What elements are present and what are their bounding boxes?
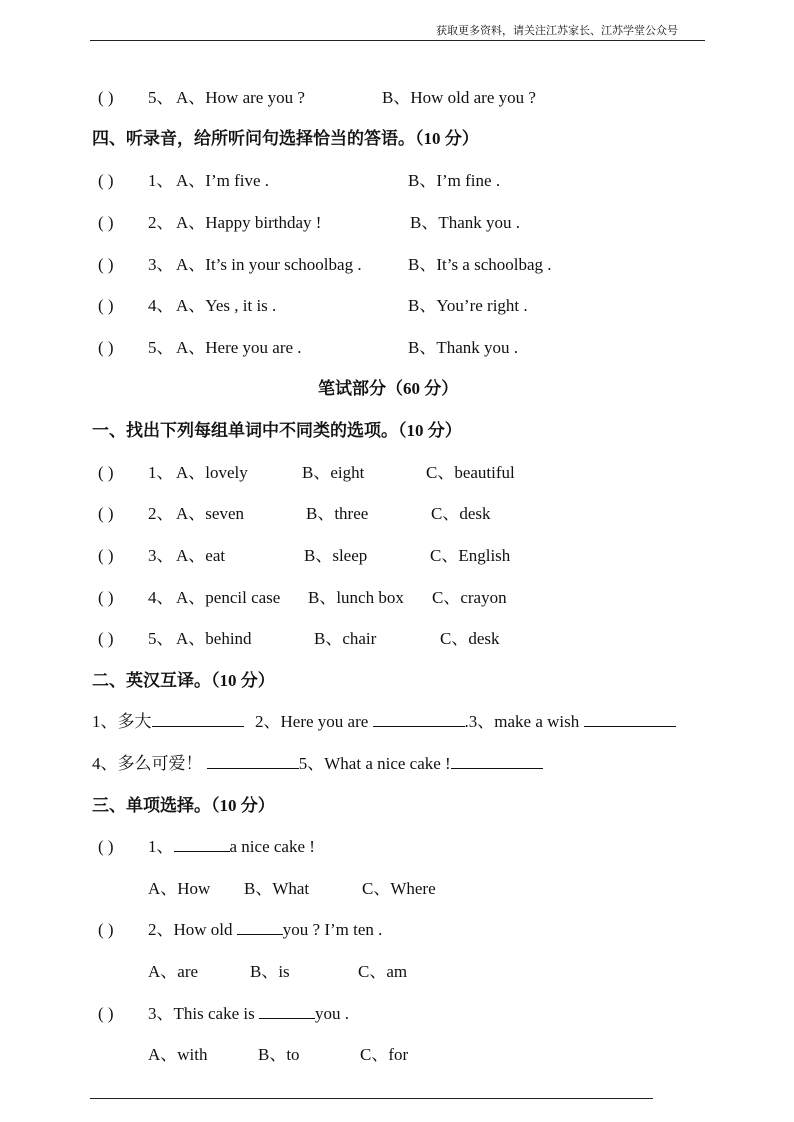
- option-a: A、Yes , it is .: [176, 296, 277, 315]
- option-c: C、am: [358, 962, 408, 981]
- list-item: [0, 626, 794, 652]
- question-text: 3、This cake is you .: [148, 1001, 349, 1027]
- option-c: C、for: [360, 1045, 409, 1064]
- option-b: B、I’m fine .: [408, 171, 501, 190]
- question-text: 2、How old you ? I’m ten .: [148, 917, 382, 943]
- option-c: C、desk: [431, 504, 491, 523]
- option-b: B、Thank you .: [410, 213, 521, 232]
- options-row: [0, 1042, 794, 1068]
- list-item: [0, 210, 794, 236]
- answer-paren: ( ): [98, 504, 114, 523]
- list-item: [0, 460, 794, 486]
- option-c: C、desk: [440, 629, 500, 648]
- option-c: C、beautiful: [426, 463, 515, 482]
- list-item: [0, 293, 794, 319]
- options-row: [0, 876, 794, 902]
- option-b: B、is: [250, 962, 290, 981]
- answer-paren: ( ): [98, 213, 114, 232]
- option-a: A、lovely: [176, 463, 248, 482]
- list-item: [0, 85, 794, 111]
- option-b: B、It’s a schoolbag .: [408, 255, 552, 274]
- option-c: C、crayon: [432, 588, 507, 607]
- option-c: C、Where: [362, 879, 436, 898]
- question: [0, 1001, 794, 1027]
- list-item: [0, 252, 794, 278]
- item-number: 2、: [148, 504, 174, 523]
- option-a: A、It’s in your schoolbag .: [176, 255, 362, 274]
- option-b: B、chair: [314, 629, 377, 648]
- question: [0, 917, 794, 943]
- option-b: B、lunch box: [308, 588, 404, 607]
- option-a: A、with: [148, 1045, 208, 1064]
- translation-row: [0, 751, 794, 777]
- list-item: [0, 501, 794, 527]
- option-a: A、How are you ?: [176, 88, 305, 107]
- option-a: A、pencil case: [176, 588, 281, 607]
- list-item: [0, 543, 794, 569]
- option-a: A、behind: [176, 629, 252, 648]
- item-number: 4、: [148, 588, 174, 607]
- option-b: B、What: [244, 879, 310, 898]
- option-b: B、eight: [302, 463, 365, 482]
- item-number: 3、: [148, 255, 174, 274]
- answer-paren: ( ): [98, 920, 114, 939]
- answer-paren: ( ): [98, 837, 114, 856]
- answer-blank[interactable]: [373, 709, 465, 727]
- item-number: 5、: [148, 88, 174, 107]
- item-number: 2、: [148, 213, 174, 232]
- answer-paren: ( ): [98, 296, 114, 315]
- item-number: 5、: [148, 338, 174, 357]
- option-a: A、How: [148, 879, 211, 898]
- option-a: A、seven: [176, 504, 244, 523]
- section-heading: 四、听录音，给所听问句选择恰当的答语。（10 分）: [92, 129, 479, 148]
- answer-blank[interactable]: [152, 709, 244, 727]
- item-number: 3、: [148, 546, 174, 565]
- item-number: 1、: [148, 171, 174, 190]
- footer-divider: [90, 1098, 653, 1099]
- translation-item: 2、Here you are .3、make a wish: [255, 709, 676, 735]
- answer-blank: [174, 834, 230, 852]
- translation-row: [0, 709, 794, 735]
- answer-paren: ( ): [98, 338, 114, 357]
- item-number: 1、: [148, 463, 174, 482]
- answer-blank: [237, 917, 283, 935]
- question-text: 1、 a nice cake !: [148, 834, 315, 860]
- options-row: [0, 959, 794, 985]
- option-b: B、How old are you ?: [382, 88, 536, 107]
- option-a: A、Here you are .: [176, 338, 302, 357]
- answer-paren: ( ): [98, 588, 114, 607]
- translation-item: 4、多么可爱！ 5、What a nice cake !: [92, 751, 543, 777]
- answer-paren: ( ): [98, 255, 114, 274]
- option-a: A、I’m five .: [176, 171, 270, 190]
- header-divider: [90, 40, 705, 41]
- answer-paren: ( ): [98, 1004, 114, 1023]
- item-number: 4、: [148, 296, 174, 315]
- translation-item: 1、多大: [92, 709, 244, 735]
- part-title: 笔试部分（60 分）: [318, 379, 459, 398]
- option-b: B、sleep: [304, 546, 368, 565]
- question: [0, 834, 794, 860]
- answer-paren: ( ): [98, 629, 114, 648]
- section-heading: 三、单项选择。（10 分）: [92, 796, 275, 815]
- option-a: A、are: [148, 962, 199, 981]
- option-b: B、Thank you .: [408, 338, 519, 357]
- option-b: B、You’re right .: [408, 296, 528, 315]
- answer-blank[interactable]: [584, 709, 676, 727]
- answer-blank[interactable]: [207, 751, 299, 769]
- option-b: B、to: [258, 1045, 300, 1064]
- option-b: B、three: [306, 504, 369, 523]
- section-heading: 一、找出下列每组单词中不同类的选项。（10 分）: [92, 421, 462, 440]
- list-item: [0, 168, 794, 194]
- answer-paren: ( ): [98, 88, 114, 107]
- option-c: C、English: [430, 546, 511, 565]
- answer-blank[interactable]: [451, 751, 543, 769]
- list-item: [0, 335, 794, 361]
- answer-paren: ( ): [98, 546, 114, 565]
- answer-paren: ( ): [98, 463, 114, 482]
- option-a: A、eat: [176, 546, 226, 565]
- list-item: [0, 585, 794, 611]
- answer-paren: ( ): [98, 171, 114, 190]
- section-heading: 二、英汉互译。（10 分）: [92, 671, 275, 690]
- answer-blank: [259, 1001, 315, 1019]
- item-number: 5、: [148, 629, 174, 648]
- option-a: A、Happy birthday !: [176, 213, 322, 232]
- header-note: 获取更多资料，请关注江苏家长、江苏学堂公众号: [436, 25, 678, 37]
